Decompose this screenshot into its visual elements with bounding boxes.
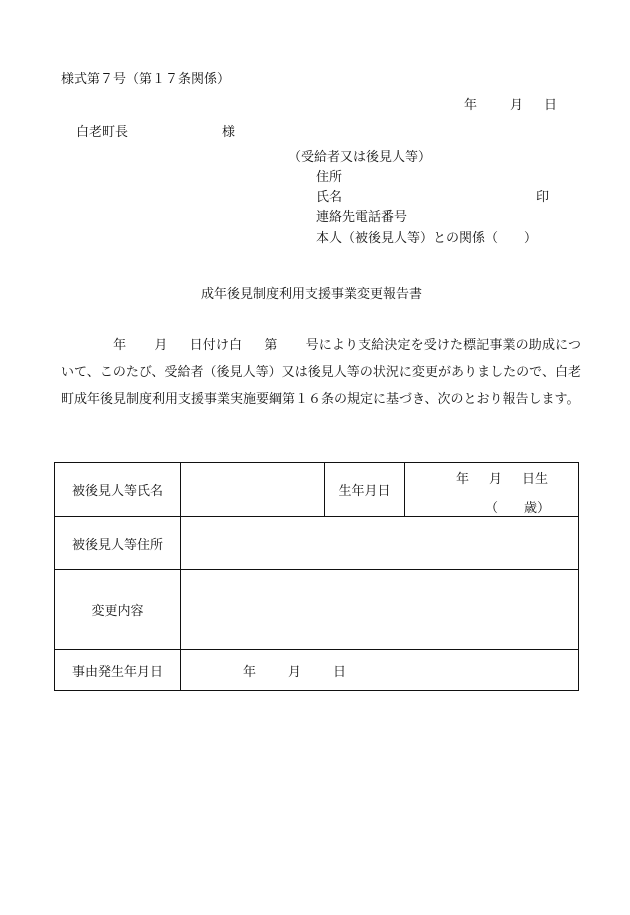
table-row [55, 650, 579, 691]
date-year: 年 [464, 98, 478, 113]
body-number: 第 [264, 338, 278, 353]
report-table [54, 462, 579, 691]
document-title: 成年後見制度利用支援事業変更報告書 [201, 287, 423, 302]
body-text: 号により支給決定を受けた標記事業の助成について、このたび、受給者（後見人等）又は後見人等の状況に変更がありましたので、白老町成年後見制度利用支援事業実施要綱第１６条の規定に基づき、次のとおり報告します。 [61, 338, 581, 407]
body-paragraph [61, 332, 581, 413]
occ-month: 月 [288, 664, 302, 680]
occurrence-field[interactable] [181, 650, 579, 691]
name-label: 氏名 [316, 190, 343, 205]
ward-address-field[interactable] [181, 517, 579, 570]
addressee-name: 白老町長 [76, 125, 129, 140]
occ-day: 日 [333, 664, 347, 680]
table-row [55, 570, 579, 650]
date-day: 日 [544, 98, 558, 113]
dob-field[interactable] [405, 463, 579, 517]
table-row [55, 463, 579, 517]
form-number: 様式第７号（第１７条関係） [61, 72, 231, 87]
body-year: 年 [113, 338, 127, 353]
address-label: 住所 [316, 170, 343, 185]
change-label: 変更内容 [55, 570, 181, 650]
applicant-heading: （受給者又は後見人等） [288, 150, 432, 165]
age-field: （ 歳） [484, 501, 550, 516]
relation-label: 本人（被後見人等）との関係（ ） [316, 231, 538, 246]
phone-label: 連絡先電話番号 [316, 210, 408, 225]
date-month: 月 [510, 98, 524, 113]
body-month: 月 [154, 338, 168, 353]
dob-year: 年 [455, 472, 469, 487]
ward-address-label: 被後見人等住所 [55, 517, 181, 570]
body-date-issuer: 日付け白 [189, 338, 243, 353]
dob-label: 生年月日 [325, 463, 405, 517]
ward-name-label: 被後見人等氏名 [55, 463, 181, 517]
occurrence-label: 事由発生年月日 [55, 650, 181, 691]
seal-mark: 印 [536, 190, 550, 205]
table-row [55, 517, 579, 570]
change-field[interactable] [181, 570, 579, 650]
ward-name-field[interactable] [181, 463, 325, 517]
addressee-honorific: 様 [222, 125, 236, 140]
dob-month: 月 [488, 472, 502, 487]
dob-day: 日生 [521, 472, 548, 487]
occ-year: 年 [243, 664, 257, 680]
